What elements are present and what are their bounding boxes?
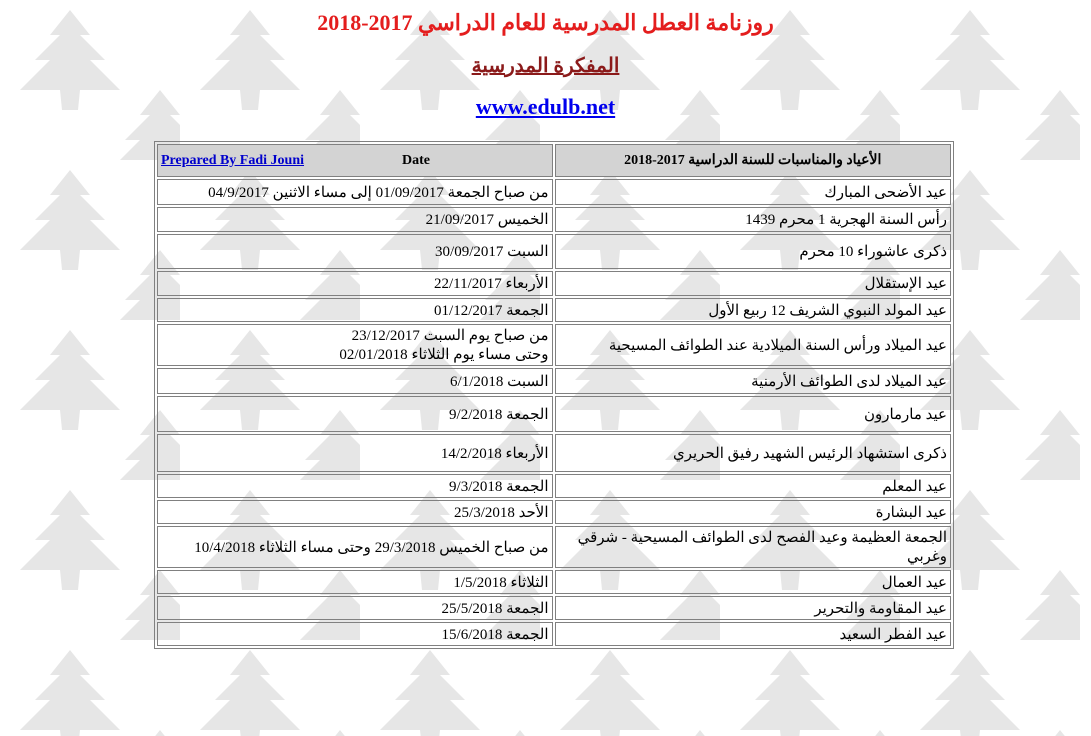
subtitle-text: المفكرة المدرسية (471, 55, 620, 77)
occasion-cell: عيد الإستقلال (555, 271, 952, 296)
table-row (157, 434, 951, 472)
table-row (157, 207, 951, 232)
page-subtitle (0, 55, 1091, 79)
table-row (157, 500, 951, 524)
date-cell: الأربعاء 14/2/2018 (157, 434, 553, 472)
occasion-cell: عيد الأضحى المبارك (555, 179, 952, 205)
table-row (157, 596, 951, 620)
occasion-cell: الجمعة العظيمة وعيد الفصح لدى الطوائف المسيحية - شرقي وغربي (555, 526, 952, 568)
occasion-cell: رأس السنة الهجرية 1 محرم 1439 (555, 207, 952, 232)
date-cell: الجمعة 9/3/2018 (157, 474, 553, 498)
date-line: وحتى مساء يوم الثلاثاء 02/01/2018 (339, 347, 549, 363)
date-line: من صباح يوم السبت 23/12/2017 (351, 328, 549, 344)
table-row (157, 179, 951, 205)
occasion-cell: عيد الميلاد لدى الطوائف الأرمنية (555, 368, 952, 394)
date-label: Date (402, 153, 430, 168)
holidays-table (154, 141, 954, 649)
occasion-cell: عيد الميلاد ورأس السنة الميلادية عند الطوائف المسيحية (555, 324, 952, 366)
date-cell: السبت 6/1/2018 (157, 368, 553, 394)
date-cell: من صباح الجمعة 01/09/2017 إلى مساء الاثنين 04/9/2017 (157, 179, 553, 205)
date-cell: الجمعة 01/12/2017 (157, 298, 553, 322)
date-cell: من صباح الخميس 29/3/2018 وحتى مساء الثلاثاء 10/4/2018 (157, 526, 553, 568)
occasion-cell: عيد المعلم (555, 474, 952, 498)
table-row (157, 271, 951, 296)
table-row (157, 234, 951, 269)
table-row (157, 526, 951, 568)
date-cell (157, 324, 553, 366)
site-link-wrapper (0, 95, 1091, 121)
date-cell: الأربعاء 22/11/2017 (157, 271, 553, 296)
date-cell: الأحد 25/3/2018 (157, 500, 553, 524)
occasion-cell: عيد مارمارون (555, 396, 952, 432)
table-row (157, 622, 951, 646)
occasion-cell: عيد البشارة (555, 500, 952, 524)
site-link[interactable]: www.edulb.net (475, 94, 616, 119)
date-cell: الجمعة 25/5/2018 (157, 596, 553, 620)
date-column-header (157, 144, 553, 177)
occasion-cell: ذكرى عاشوراء 10 محرم (555, 234, 952, 269)
table-row (157, 396, 951, 432)
occasion-cell: ذكرى استشهاد الرئيس الشهيد رفيق الحريري (555, 434, 952, 472)
occasion-cell: عيد الفطر السعيد (555, 622, 952, 646)
table-row (157, 368, 951, 394)
date-cell: الجمعة 9/2/2018 (157, 396, 553, 432)
date-cell: الخميس 21/09/2017 (157, 207, 553, 232)
occasion-cell: عيد المولد النبوي الشريف 12 ربيع الأول (555, 298, 952, 322)
page-title: روزنامة العطل المدرسية للعام الدراسي 2017-2018 (317, 10, 774, 35)
table-row (157, 298, 951, 322)
table-header-row (157, 144, 951, 177)
date-cell: الجمعة 15/6/2018 (157, 622, 553, 646)
date-cell: الثلاثاء 1/5/2018 (157, 570, 553, 594)
table-row (157, 474, 951, 498)
date-cell: السبت 30/09/2017 (157, 234, 553, 269)
occasion-cell: عيد المقاومة والتحرير (555, 596, 952, 620)
table-row (157, 324, 951, 366)
occasion-column-header: الأعياد والمناسبات للسنة الدراسية 2017-2018 (555, 144, 952, 177)
table-row (157, 570, 951, 594)
page-content (0, 0, 1091, 121)
occasion-cell: عيد العمال (555, 570, 952, 594)
prepared-by-link[interactable]: Prepared By Fadi Jouni (161, 152, 305, 168)
